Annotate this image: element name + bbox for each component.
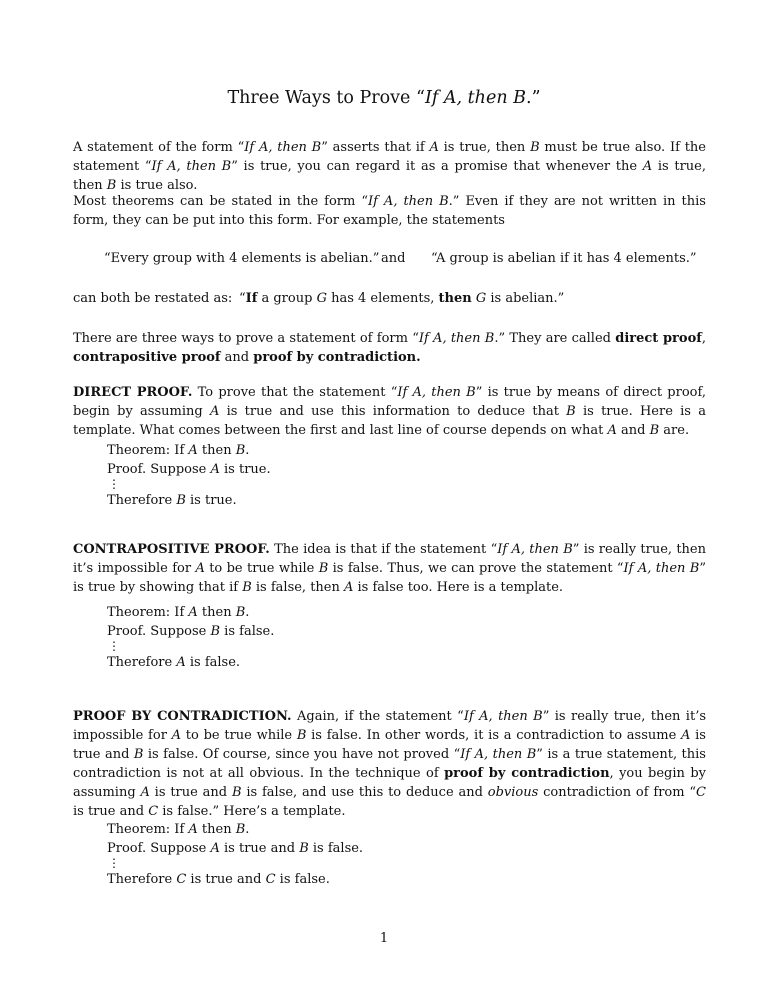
template-theorem-line: Theorem: If A then B. [107, 443, 250, 458]
template-vdots: ⋮ [108, 856, 120, 870]
three-ways-paragraph: There are three ways to prove a statement of form “If A, then B.” They are called direct proof, contrapositive proof and proof by contradiction. [73, 331, 706, 365]
template-vdots: ⋮ [108, 639, 120, 653]
example-statement-right: “A group is abelian if it has 4 elements.” [431, 251, 697, 266]
restate-lead: can both be restated as: [73, 291, 233, 306]
contrapositive-proof-template [107, 603, 274, 672]
template-proof-line: Proof. Suppose A is true and B is false. [107, 841, 364, 856]
theorems-paragraph: Most theorems can be stated in the form “If A, then B.” Even if they are not written in this form, they can be put into this form. For example, the statements [73, 194, 706, 228]
contrapositive-proof-heading: CONTRAPOSITIVE PROOF. [73, 542, 270, 557]
template-theorem-line: Theorem: If A then B. [107, 605, 250, 620]
page-number: 1 [379, 931, 389, 946]
direct-proof-heading: DIRECT PROOF. [73, 385, 193, 400]
template-theorem-line: Theorem: If A then B. [107, 822, 250, 837]
page-title: Three Ways to Prove “If A, then B.” [227, 88, 541, 108]
example-and: and [381, 251, 406, 266]
contradiction-proof-template [107, 820, 363, 889]
contradiction-proof-paragraph: PROOF BY CONTRADICTION. Again, if the statement “If A, then B” is really true, then it’s impossible for A to be true while B is false. In other words, it is a contradiction to assume A is true and B is false. Of course, since you have not proved “If A, then B” is a true statement, this contradiction is not at all obvious. In the technique of proof by contradiction, you begin by assuming A is true and B is false, and use this to deduce and obvious contradiction of from “C is true and C is false.” Here’s a template. [73, 709, 706, 819]
template-conclusion-line: Therefore A is false. [107, 655, 241, 670]
template-proof-line: Proof. Suppose B is false. [107, 624, 275, 639]
template-conclusion-line: Therefore C is true and C is false. [107, 872, 330, 887]
intro-paragraph: A statement of the form “If A, then B” asserts that if A is true, then B must be true also. If the statement “If A, then B” is true, you can regard it as a promise that whenever the A is true, then B is true also. [73, 140, 706, 193]
template-proof-line: Proof. Suppose A is true. [107, 462, 271, 477]
direct-proof-paragraph: DIRECT PROOF. To prove that the statement “If A, then B” is true by means of direct proof, begin by assuming A is true and use this information to deduce that B is true. Here is a template. What comes between the first and last line of course depends on what A and B are. [73, 385, 706, 438]
template-vdots: ⋮ [108, 477, 120, 491]
direct-proof-template [107, 441, 271, 510]
contrapositive-proof-paragraph: CONTRAPOSITIVE PROOF. The idea is that if the statement “If A, then B” is really true, then it’s impossible for A to be true while B is false. Thus, we can prove the statement “If A, then B” is true by showing that if B is false, then A is false too. Here is a template. [73, 542, 706, 595]
contradiction-proof-heading: PROOF BY CONTRADICTION. [73, 709, 292, 724]
restated-statement: “If a group G has 4 elements, then G is abelian.” [239, 291, 565, 306]
example-statement-left: “Every group with 4 elements is abelian.” [104, 251, 380, 266]
template-conclusion-line: Therefore B is true. [107, 493, 237, 508]
